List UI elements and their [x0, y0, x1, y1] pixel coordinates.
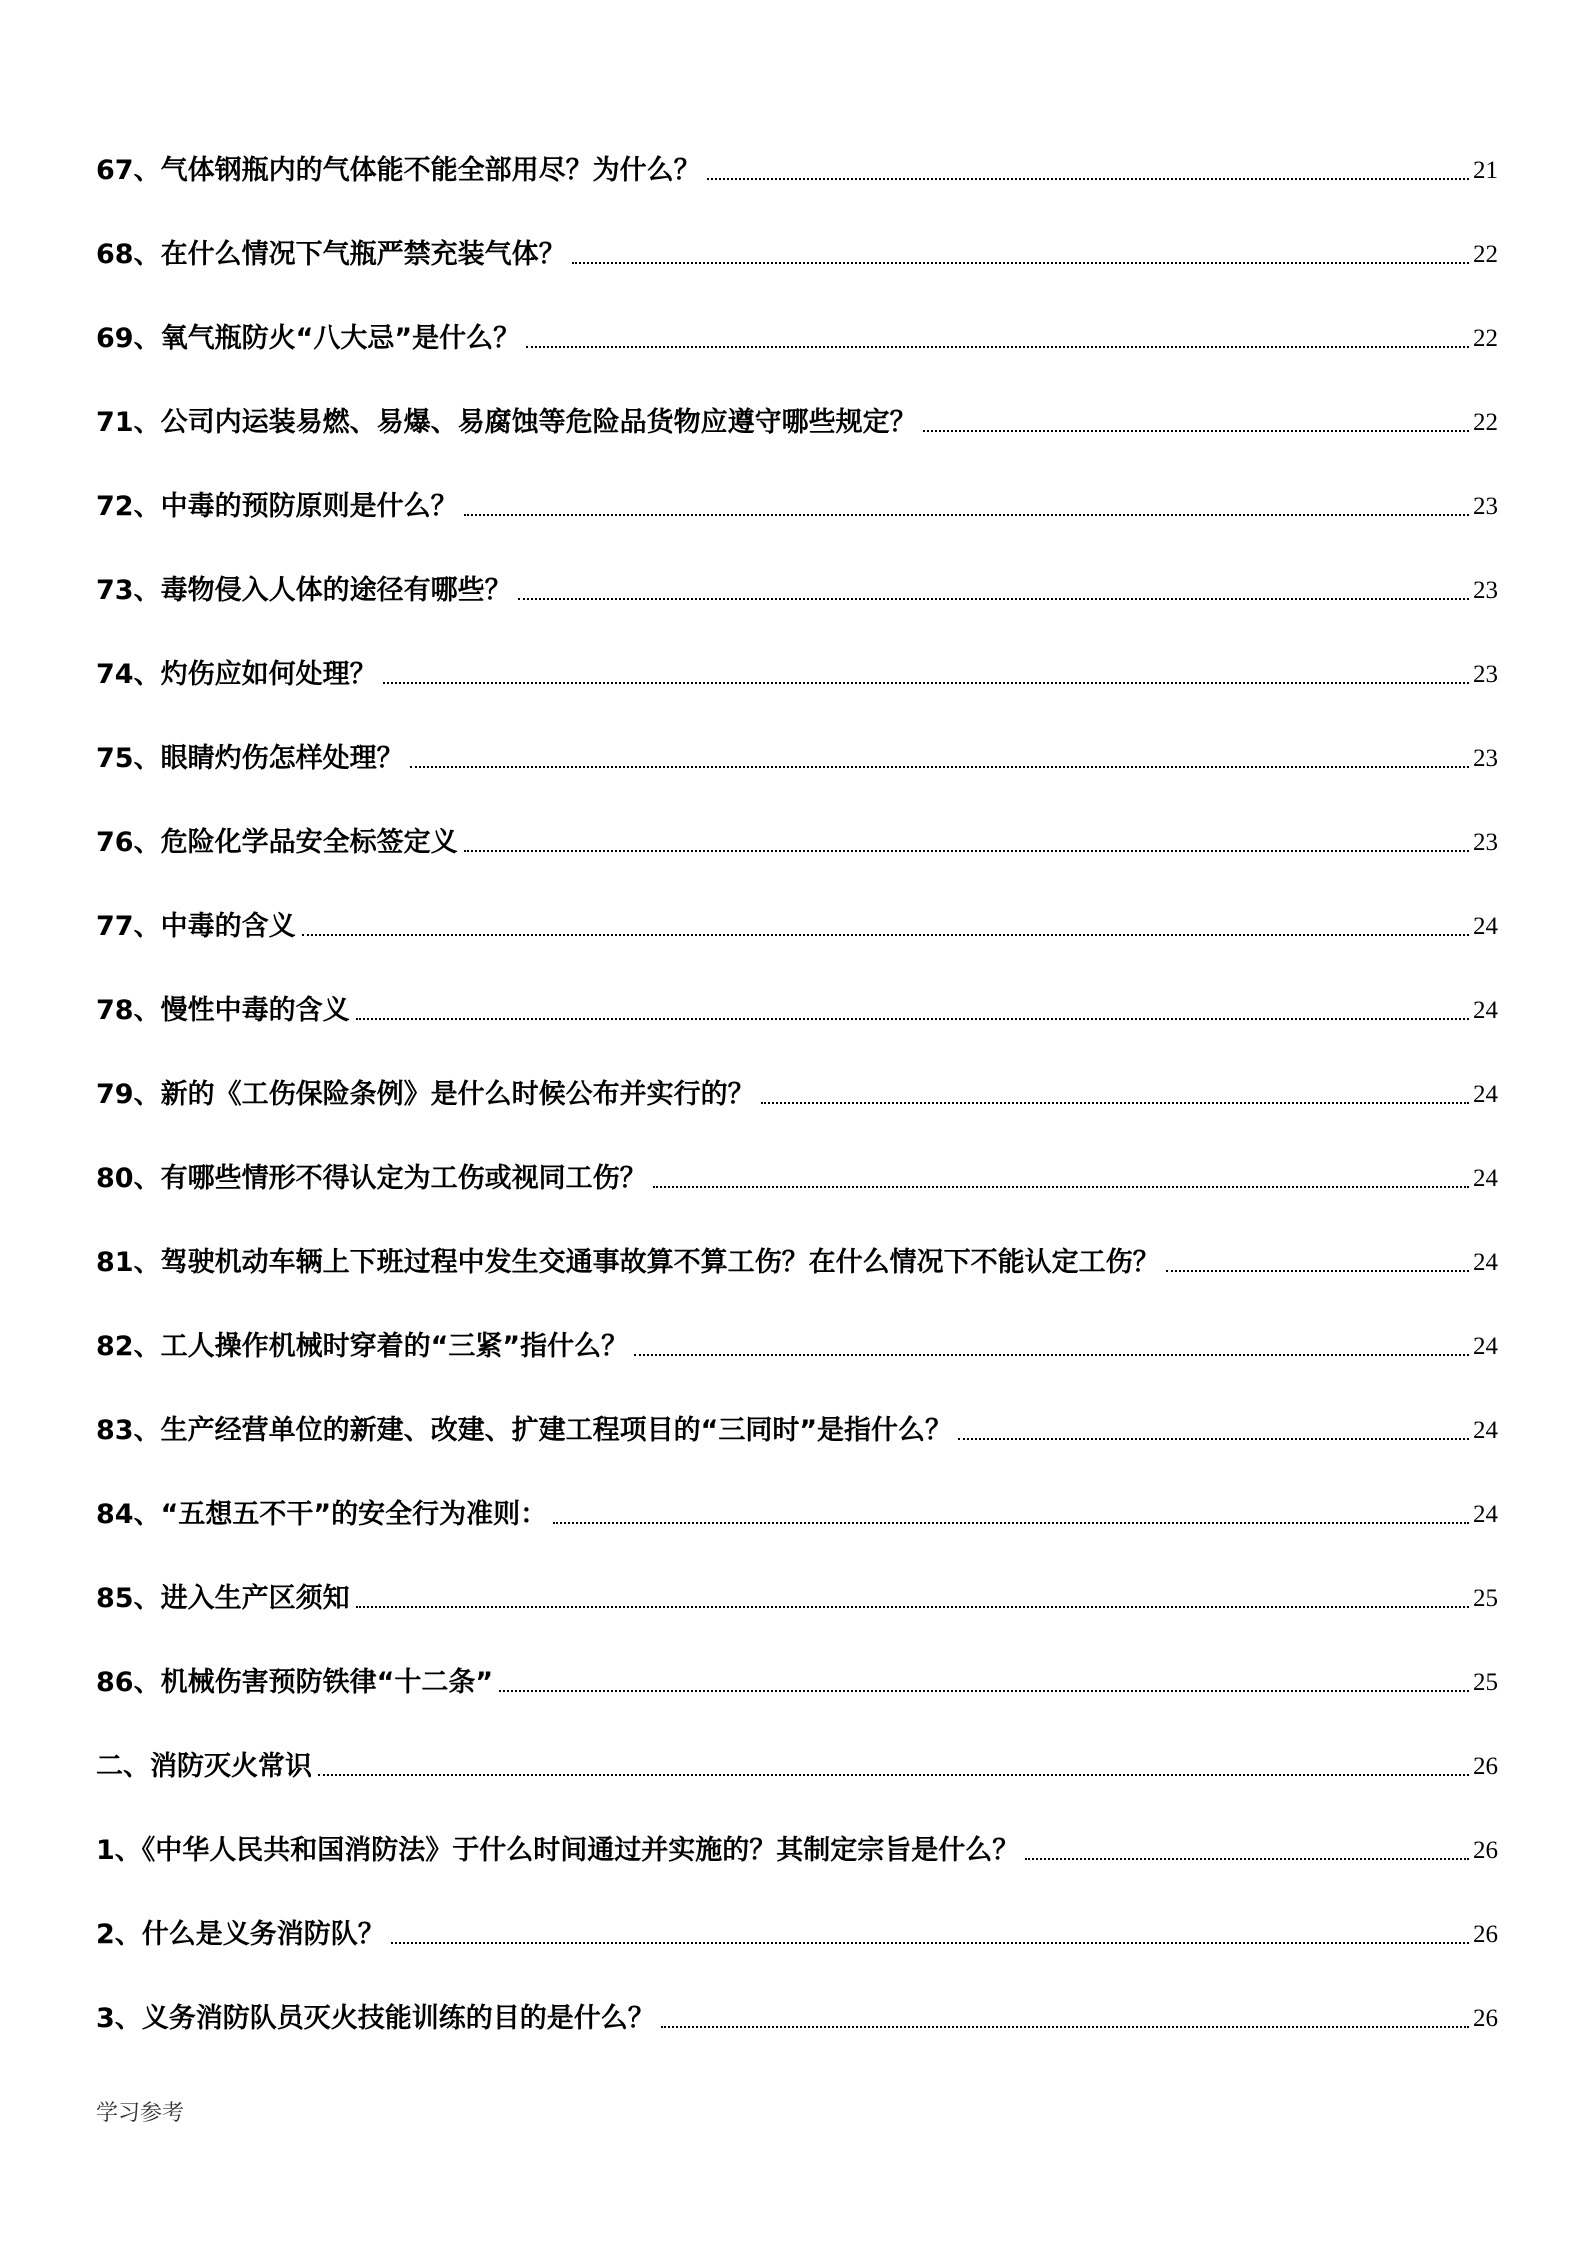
- toc-entry[interactable]: [96, 609, 1498, 693]
- toc-entry-title: 84、“五想五不干”的安全行为准则：: [96, 1499, 548, 1530]
- dot-leader: [499, 1690, 1469, 1692]
- toc-entry[interactable]: [96, 1365, 1498, 1449]
- toc-entry-page: 24: [1473, 997, 1498, 1024]
- dot-leader: [958, 1438, 1469, 1440]
- toc-entry-page: 23: [1473, 829, 1498, 856]
- dot-leader: [1025, 1858, 1469, 1860]
- toc-entry-title: 二、消防灭火常识: [96, 1751, 312, 1782]
- toc-entry[interactable]: [96, 777, 1498, 861]
- toc-entry-title: 74、灼伤应如何处理？: [96, 659, 377, 690]
- toc-entry[interactable]: [96, 945, 1498, 1029]
- toc-entry-title: 86、机械伤害预防铁律“十二条”: [96, 1667, 494, 1698]
- dot-leader: [464, 850, 1469, 852]
- toc-entry-page: 26: [1473, 1837, 1498, 1864]
- toc-entry-page: 25: [1473, 1585, 1498, 1612]
- toc-entry-title: 72、中毒的预防原则是什么？: [96, 491, 458, 522]
- toc-entry[interactable]: [96, 525, 1498, 609]
- dot-leader: [410, 766, 1469, 768]
- toc-entry-page: 26: [1473, 2005, 1498, 2032]
- toc-entry[interactable]: [96, 861, 1498, 945]
- toc-entry-page: 24: [1473, 1501, 1498, 1528]
- toc-entry[interactable]: [96, 693, 1498, 777]
- dot-leader: [572, 262, 1469, 264]
- toc-entry-title: 77、中毒的含义: [96, 911, 296, 942]
- toc-entry-page: 24: [1473, 1165, 1498, 1192]
- toc-entry[interactable]: [96, 357, 1498, 441]
- toc-entry-title: 79、新的《工伤保险条例》是什么时候公布并实行的？: [96, 1079, 755, 1110]
- page-footer: 学习参考: [96, 2101, 185, 2126]
- dot-leader: [391, 1942, 1469, 1944]
- toc-entry-title: 78、慢性中毒的含义: [96, 995, 350, 1026]
- toc-entry[interactable]: [96, 189, 1498, 273]
- toc-entry-page: 22: [1473, 241, 1498, 268]
- toc-entry-title: 67、气体钢瓶内的气体能不能全部用尽？为什么？: [96, 155, 701, 186]
- toc-entry-page: 26: [1473, 1753, 1498, 1780]
- toc-entry[interactable]: [96, 1617, 1498, 1701]
- toc-entry-title: 73、毒物侵入人体的途径有哪些？: [96, 575, 512, 606]
- dot-leader: [526, 346, 1469, 348]
- toc-entry-title: 71、公司内运装易燃、易爆、易腐蚀等危险品货物应遵守哪些规定？: [96, 407, 917, 438]
- toc-entry-page: 23: [1473, 493, 1498, 520]
- toc-entry[interactable]: [96, 105, 1498, 189]
- dot-leader: [553, 1522, 1469, 1524]
- toc-entry[interactable]: [96, 273, 1498, 357]
- toc-entry[interactable]: [96, 1785, 1498, 1869]
- toc-entry-title: 76、危险化学品安全标签定义: [96, 827, 458, 858]
- toc-entry-title: 82、工人操作机械时穿着的“三紧”指什么？: [96, 1331, 629, 1362]
- toc-entry[interactable]: [96, 1533, 1498, 1617]
- toc-entry-page: 21: [1473, 157, 1498, 184]
- toc-entry-page: 25: [1473, 1669, 1498, 1696]
- toc-entry-page: 26: [1473, 1921, 1498, 1948]
- toc-entry[interactable]: [96, 1449, 1498, 1533]
- dot-leader: [518, 598, 1469, 600]
- toc-entry[interactable]: [96, 1113, 1498, 1197]
- toc-entry-page: 22: [1473, 409, 1498, 436]
- toc-entry[interactable]: [96, 1281, 1498, 1365]
- dot-leader: [383, 682, 1469, 684]
- toc-entry-title: 3、义务消防队员灭火技能训练的目的是什么？: [96, 2003, 655, 2034]
- toc-entry-page: 24: [1473, 1249, 1498, 1276]
- dot-leader: [923, 430, 1469, 432]
- dot-leader: [318, 1774, 1469, 1776]
- toc-entry-page: 23: [1473, 745, 1498, 772]
- toc-entry-title: 1、《中华人民共和国消防法》于什么时间通过并实施的？其制定宗旨是什么？: [96, 1835, 1020, 1866]
- toc-entry[interactable]: [96, 1701, 1498, 1785]
- toc-entry-title: 85、进入生产区须知: [96, 1583, 350, 1614]
- dot-leader: [661, 2026, 1469, 2028]
- toc-entry-page: 24: [1473, 1333, 1498, 1360]
- toc-entry-page: 22: [1473, 325, 1498, 352]
- toc-entry-title: 75、眼睛灼伤怎样处理？: [96, 743, 404, 774]
- table-of-contents: [96, 105, 1498, 2037]
- toc-entry-page: 23: [1473, 661, 1498, 688]
- dot-leader: [302, 934, 1469, 936]
- toc-entry-title: 80、有哪些情形不得认定为工伤或视同工伤？: [96, 1163, 647, 1194]
- dot-leader: [464, 514, 1469, 516]
- dot-leader: [653, 1186, 1469, 1188]
- toc-entry[interactable]: [96, 441, 1498, 525]
- dot-leader: [761, 1102, 1469, 1104]
- toc-entry-title: 81、驾驶机动车辆上下班过程中发生交通事故算不算工伤？在什么情况下不能认定工伤？: [96, 1247, 1160, 1278]
- toc-entry[interactable]: [96, 1197, 1498, 1281]
- toc-entry-title: 2、什么是义务消防队？: [96, 1919, 385, 1950]
- toc-entry-title: 68、在什么情况下气瓶严禁充装气体？: [96, 239, 566, 270]
- toc-entry[interactable]: [96, 1029, 1498, 1113]
- toc-entry[interactable]: [96, 1869, 1498, 1953]
- toc-entry-title: 69、氧气瓶防火“八大忌”是什么？: [96, 323, 521, 354]
- dot-leader: [356, 1606, 1469, 1608]
- toc-entry-page: 23: [1473, 577, 1498, 604]
- dot-leader: [634, 1354, 1469, 1356]
- toc-entry-title: 83、生产经营单位的新建、改建、扩建工程项目的“三同时”是指什么？: [96, 1415, 953, 1446]
- toc-entry-page: 24: [1473, 1081, 1498, 1108]
- toc-entry-page: 24: [1473, 1417, 1498, 1444]
- dot-leader: [356, 1018, 1469, 1020]
- toc-entry-page: 24: [1473, 913, 1498, 940]
- dot-leader: [1166, 1270, 1469, 1272]
- dot-leader: [707, 178, 1469, 180]
- toc-entry[interactable]: [96, 1953, 1498, 2037]
